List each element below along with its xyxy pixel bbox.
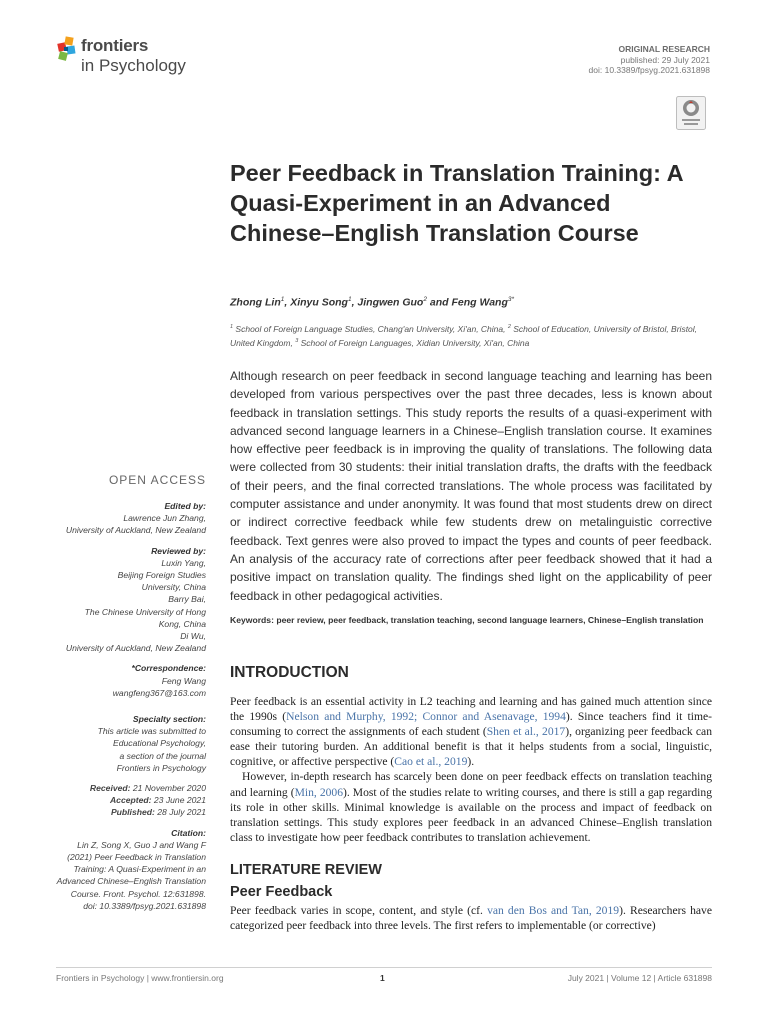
correspondence-line[interactable]: wangfeng367@163.com xyxy=(112,687,206,698)
editor-line: University of Auckland, New Zealand xyxy=(65,525,206,536)
reviewer-line: Luxin Yang, xyxy=(161,557,206,568)
author-name[interactable]: Xinyu Song xyxy=(290,296,348,309)
citation-link[interactable]: Min, 2006 xyxy=(294,785,344,799)
article-meta xyxy=(589,44,710,76)
affiliation-text: School of Foreign Languages, Xidian University, Xi'an, China xyxy=(298,338,530,349)
reviewer-line: University of Auckland, New Zealand xyxy=(65,643,206,654)
citation-line: Lin Z, Song X, Guo J and Wang F xyxy=(77,839,206,850)
citation-line: Training: A Quasi-Experiment in an xyxy=(73,864,206,875)
logo-wordmark-journal: in Psychology xyxy=(81,56,186,75)
citation-label: Citation: xyxy=(171,827,206,838)
affiliation-mark: 1 xyxy=(230,324,234,330)
check-for-updates-icon xyxy=(676,96,706,130)
reviewer-line: Barry Bai, xyxy=(168,594,206,605)
citation-link[interactable]: Nelson and Murphy, 1992; Connor and Asenavage, 1994 xyxy=(286,710,566,724)
section-heading-introduction: INTRODUCTION xyxy=(230,664,349,681)
section-heading-literature-review: LITERATURE REVIEW xyxy=(230,862,382,878)
reviewer-line: The Chinese University of Hong xyxy=(84,606,206,617)
affiliation-mark: 3 xyxy=(295,338,299,345)
reviewed-by xyxy=(40,557,206,655)
edited-by-label: Edited by: xyxy=(164,501,206,511)
abstract: Although research on peer feedback in second language teaching and learning has been developed from various perspectives over the past three decades, less is known about feedback in translation settings. This study reports the results of a quasi-experiment with advanced second language learners in a Chinese–English translation course. It examines how effective peer feedback is in improving the quality of translations. The following data were collected from 30 students: their initial translation drafts, the drafts with the feedback of their peers, and the final corrected translations. The whole process was facilitated by computer assistance and under anonymity. It was found that most students drew on direct or indirect corrective feedback while few students drew on metalinguistic corrective feedback. Text genres were also proved to impact the types and counts of peer feedback. An analysis of the accuracy rate of corrections after peer feedback showed that it had a positive impact on translation quality. The findings shed light on the applicability of peer feedback in other pedagogical activities. xyxy=(230,369,712,603)
reviewer-line: Beijing Foreign Studies xyxy=(117,570,206,581)
journal-logo[interactable] xyxy=(56,34,216,80)
affiliation-text: School of Foreign Language Studies, Chang'an University, Xi'an, China, xyxy=(233,323,508,334)
citation-link[interactable]: Cao et al., 2019 xyxy=(394,755,468,769)
paragraph: However, in-depth research has scarcely been done on peer feedback effects on translation teaching and learning (Min, 2006). Most of the studies relate to writing courses, and there is still a gap regarding its role in other skills. Minimal knowledge is available on the process and impact of feedback on translation settings. This study explores peer feedback in an advanced Chinese–English translation class to investigate how peer feedback contributes to translation achievement. xyxy=(230,770,712,844)
citation-line: Advanced Chinese–English Translation xyxy=(56,876,206,887)
footer-divider xyxy=(56,967,712,968)
author-list: Zhong Lin$^1$, Xinyu Song$^1$, Jingwen Guo$^2$ and Feng Wang$^{3*}$ xyxy=(230,296,515,309)
specialty-section xyxy=(40,725,206,774)
keywords xyxy=(230,614,712,627)
footer-issue-info: July 2021 | Volume 12 | Article 631898 xyxy=(567,973,712,983)
specialty-line: Frontiers in Psychology xyxy=(116,762,206,773)
citation xyxy=(40,839,206,912)
keywords-label: Keywords: xyxy=(230,615,274,625)
page-number: 1 xyxy=(380,973,385,983)
author-name[interactable]: Jingwen Guo xyxy=(357,296,424,309)
edited-by xyxy=(40,512,206,536)
citation-link[interactable]: van den Bos and Tan, 2019 xyxy=(487,904,620,917)
keywords-text: peer review, peer feedback, translation teaching, second language learners, Chinese–English translation xyxy=(276,615,704,625)
author-name[interactable]: Feng Wang xyxy=(451,296,508,309)
subsection-heading-peer-feedback: Peer Feedback xyxy=(230,884,333,900)
reviewer-line: Kong, China xyxy=(158,618,206,629)
correspondence-label: *Correspondence: xyxy=(131,663,206,674)
author-affiliation-mark: 1 xyxy=(347,296,352,303)
citation-line: doi: 10.3389/fpsyg.2021.631898 xyxy=(83,900,206,911)
footer-journal-url[interactable]: Frontiers in Psychology | www.frontiersin.org xyxy=(56,973,224,983)
author-affiliation-mark: 3* xyxy=(507,296,515,303)
reviewer-line: University, China xyxy=(141,582,206,593)
introduction-body xyxy=(230,694,712,845)
specialty-line: a section of the journal xyxy=(119,750,206,761)
paragraph: Peer feedback varies in scope, content, and style (cf. van den Bos and Tan, 2019). Researchers have categorized peer feedback into three levels. The first refers to implementable (or corrective) xyxy=(230,904,712,933)
frontiers-logo-icon xyxy=(56,34,80,64)
article-doi[interactable]: doi: 10.3389/fpsyg.2021.631898 xyxy=(588,65,710,75)
affiliation-text: School of Education, University of Bristol, Bristol, United Kingdom, xyxy=(230,323,698,349)
editor-line: Lawrence Jun Zhang, xyxy=(123,513,206,524)
reviewed-by-label: Reviewed by: xyxy=(151,545,206,556)
correspondence-line[interactable]: Feng Wang xyxy=(161,675,206,686)
author-affiliation-mark: 1 xyxy=(280,296,285,303)
reviewer-line: Di Wu, xyxy=(180,631,206,642)
received-date: Received: 21 November 2020 xyxy=(89,783,206,794)
affiliation-mark: 2 xyxy=(507,324,511,330)
check-for-updates-badge[interactable] xyxy=(676,96,706,130)
author-affiliation-mark: 2 xyxy=(423,296,427,303)
accepted-date: Accepted: 23 June 2021 xyxy=(109,795,206,806)
peer-feedback-body xyxy=(230,903,712,933)
logo-wordmark-frontiers: frontiers xyxy=(81,36,149,55)
specialty-line: Educational Psychology, xyxy=(113,738,206,749)
open-access-label: OPEN ACCESS xyxy=(108,473,206,487)
published-date: published: 29 July 2021 xyxy=(620,54,710,65)
citation-line: Course. Front. Psychol. 12:631898. xyxy=(70,888,206,899)
paragraph: Peer feedback is an essential activity in L2 teaching and learning and has gained much attention since the 1990s (Nelson and Murphy, 1992; Connor and Asenavage, 1994). Since teachers find it time-consuming to correct the assignments of each student (Shen et al., 2017), organizing peer feedback can ease their tutoring burden. An additional benefit is that it helps students from a social, linguistic, cognitive, or affective perspective (Cao et al., 2019). xyxy=(230,695,712,769)
article-info-sidebar xyxy=(40,500,206,912)
citation-line: (2021) Peer Feedback in Translation xyxy=(67,852,206,863)
author-name[interactable]: Zhong Lin xyxy=(230,296,281,309)
article-title: Peer Feedback in Translation Training: A Quasi-Experiment in an Advanced Chinese–English Translation Course xyxy=(230,160,683,246)
citation-link[interactable]: Shen et al., 2017 xyxy=(486,725,566,739)
published-date-sidebar: Published: 28 July 2021 xyxy=(110,807,206,818)
article-type: ORIGINAL RESEARCH xyxy=(618,44,710,54)
specialty-line: This article was submitted to xyxy=(97,726,206,737)
correspondence[interactable] xyxy=(40,675,206,699)
specialty-section-label: Specialty section: xyxy=(132,714,206,725)
affiliations xyxy=(230,321,712,350)
